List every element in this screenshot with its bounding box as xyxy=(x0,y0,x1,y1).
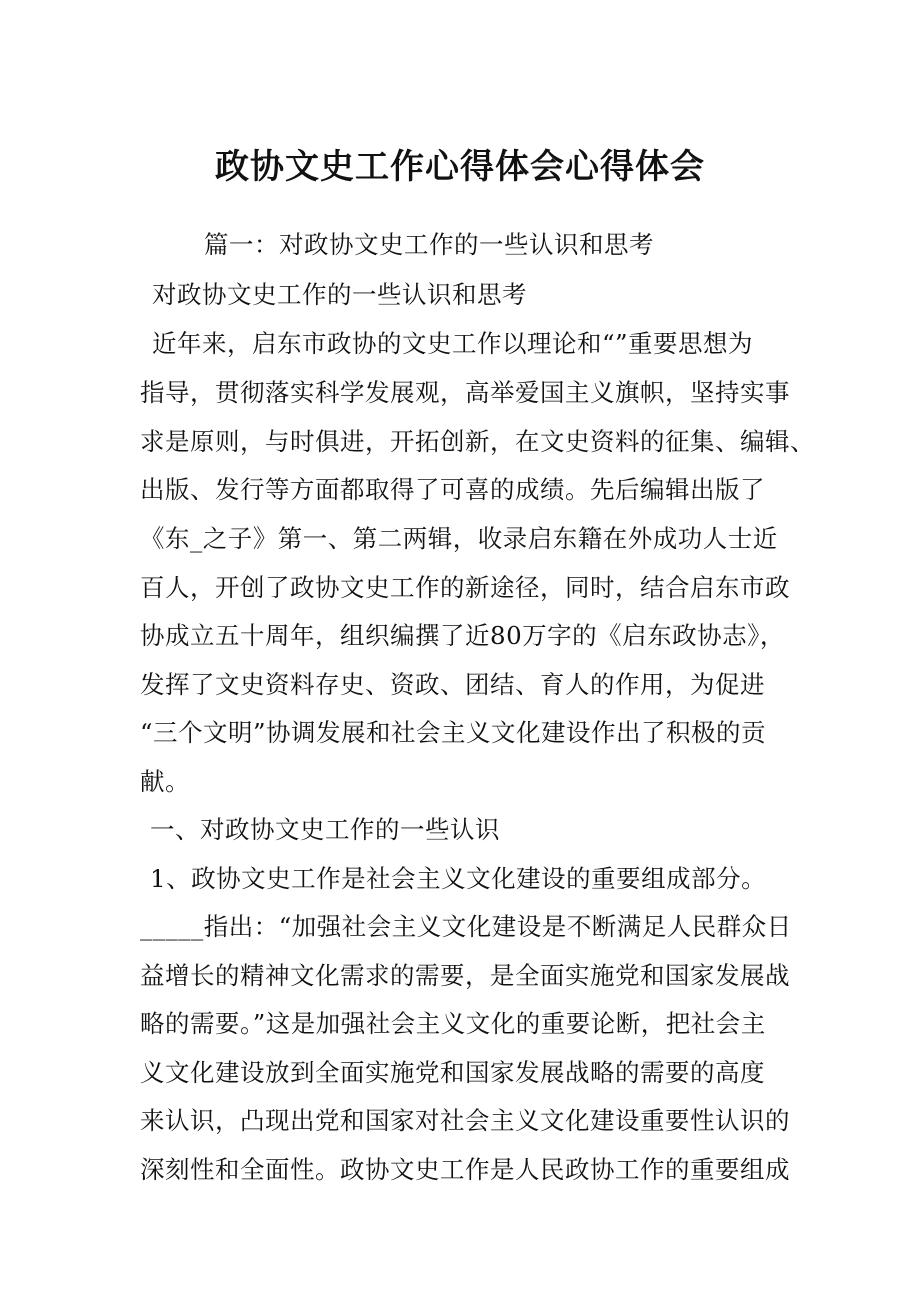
subheading: 对政协文史工作的一些认识和思考 xyxy=(152,280,527,309)
paragraph-line: 《东_之子》第一、第二两辑，收录启东籍在外成功人士近 xyxy=(140,524,778,553)
paragraph-line: 求是原则，与时俱进，开拓创新，在文史资料的征集、编辑、 xyxy=(140,427,815,456)
paragraph-line: 发挥了文史资料存史、资政、团结、育人的作用，为促进 xyxy=(140,670,765,699)
section-heading: 一、对政协文史工作的一些认识 xyxy=(150,815,500,844)
paragraph-line: 百人，开创了政协文史工作的新途径，同时，结合启东市政 xyxy=(140,573,790,602)
paragraph-line: 出版、发行等方面都取得了可喜的成绩。先后编辑出版了 xyxy=(140,475,765,504)
paragraph-line: 略的需要。”这是加强社会主义文化的重要论断，把社会主 xyxy=(140,1009,766,1038)
paragraph-line: 近年来，启东市政协的文史工作以理论和“”重要思想为 xyxy=(152,329,754,358)
paragraph-line: 来认识，凸现出党和国家对社会主义文化建设重要性认识的 xyxy=(140,1106,790,1135)
paragraph-line: 义文化建设放到全面实施党和国家发展战略的需要的高度 xyxy=(140,1058,765,1087)
paragraph-line: 深刻性和全面性。政协文史工作是人民政协工作的重要组成 xyxy=(140,1155,790,1184)
paragraph-line: 指导，贯彻落实科学发展观，高举爱国主义旗帜，坚持实事 xyxy=(140,378,790,407)
paragraph-line: 协成立五十周年，组织编撰了近80万字的《启东政协志》， xyxy=(140,621,785,650)
subsection-heading: 1、政协文史工作是社会主义文化建设的重要组成部分。 xyxy=(150,864,767,893)
paragraph-line: 益增长的精神文化需求的需要，是全面实施党和国家发展战 xyxy=(140,961,790,990)
paragraph-line: _____指出：“加强社会主义文化建设是不断满足人民群众日 xyxy=(140,912,792,941)
document-title: 政协文史工作心得体会心得体会 xyxy=(215,147,705,187)
section-heading: 篇一：对政协文史工作的一些认识和思考 xyxy=(204,230,654,259)
paragraph-line: 献。 xyxy=(140,767,190,796)
paragraph-line: “三个文明”协调发展和社会主义文化建设作出了积极的贡 xyxy=(140,718,767,747)
